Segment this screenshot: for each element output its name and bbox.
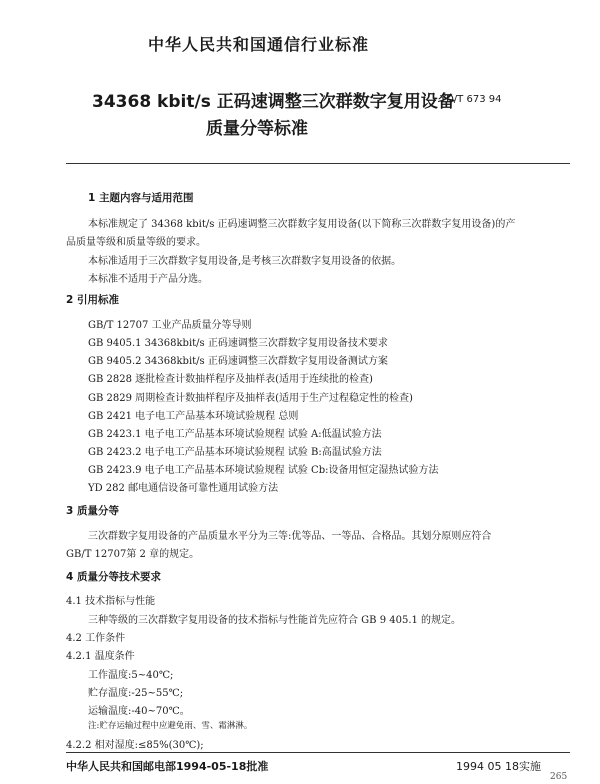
section-3-paragraph-a: 三次群数字复用设备的产品质量水平分为三等:优等品、一等品、合格品。其划分原则应符合 — [88, 531, 492, 542]
working-temperature: 工作温度:5~40℃; — [88, 670, 174, 681]
document-title: 34368 kbit/s 正码速调整三次群数字复用设备 — [92, 92, 455, 112]
approval-date: 中华人民共和国邮电部1994-05-18批准 — [66, 760, 269, 773]
reference-item: YD 282 邮电通信设备可靠性通用试验方法 — [88, 483, 279, 494]
reference-item: GB 2423.1 电子电工产品基本环境试验规程 试验 A:低温试验方法 — [88, 429, 382, 440]
standard-number: YD/T 673 94 — [440, 94, 502, 105]
section-1-paragraph-1b: 品质量等级和质量等级的要求。 — [66, 237, 206, 248]
section-1-paragraph-2: 本标准适用于三次群数字复用设备,是考核三次群数字复用设备的依据。 — [88, 256, 402, 267]
relative-humidity: 4.2.2 相对湿度:≤85%(30℃); — [66, 740, 204, 751]
reference-item: GB 2421 电子电工产品基本环境试验规程 总则 — [88, 411, 299, 422]
temperature-note: 注:贮存运输过程中应避免雨、雪、霜淋淋。 — [88, 721, 253, 731]
section-2-heading: 2 引用标准 — [66, 294, 119, 306]
reference-item: GB 2423.2 电子电工产品基本环境试验规程 试验 B:高温试验方法 — [88, 447, 382, 458]
footer-divider — [66, 752, 570, 753]
reference-item: GB 9405.1 34368kbit/s 正码速调整三次群数字复用设备技术要求 — [88, 338, 388, 349]
reference-item: GB 9405.2 34368kbit/s 正码速调整三次群数字复用设备测试方案 — [88, 356, 388, 367]
effective-date: 1994 05 18实施 — [456, 760, 541, 773]
subsection-4-2-1-heading: 4.2.1 温度条件 — [66, 651, 135, 662]
header-divider — [66, 163, 570, 164]
document-subtitle: 质量分等标准 — [206, 119, 308, 139]
section-1-paragraph-3: 本标准不适用于产品分选。 — [88, 274, 208, 285]
reference-item: GB 2423.9 电子电工产品基本环境试验规程 试验 Cb:设备用恒定湿热试验方法 — [88, 465, 439, 476]
reference-item: GB/T 12707 工业产品质量分等导则 — [88, 320, 252, 331]
transport-temperature: 运输温度:-40~70℃。 — [88, 706, 190, 717]
subsection-4-1-text: 三种等级的三次群数字复用设备的技术指标与性能首先应符合 GB 9 405.1 的规定。 — [88, 615, 462, 626]
subsection-4-2-heading: 4.2 工作条件 — [66, 633, 126, 644]
reference-item: GB 2829 周期检查计数抽样程序及抽样表(适用于生产过程稳定性的检查) — [88, 393, 413, 404]
storage-temperature: 贮存温度:-25~55℃; — [88, 688, 184, 699]
section-1-heading: 1 主题内容与适用范围 — [88, 192, 194, 204]
section-4-heading: 4 质量分等技术要求 — [66, 571, 161, 583]
section-3-heading: 3 质量分等 — [66, 505, 119, 517]
standard-org-title: 中华人民共和国通信行业标准 — [148, 35, 370, 54]
section-1-paragraph-1a: 本标准规定了 34368 kbit/s 正码速调整三次群数字复用设备(以下简称三次群数字复用设备)的产 — [88, 219, 516, 230]
page-number: 265 — [550, 772, 568, 782]
subsection-4-1-heading: 4.1 技术指标与性能 — [66, 596, 156, 607]
section-3-paragraph-b: GB/T 12707第 2 章的规定。 — [66, 549, 200, 560]
reference-item: GB 2828 逐批检查计数抽样程序及抽样表(适用于连续批的检查) — [88, 374, 373, 385]
